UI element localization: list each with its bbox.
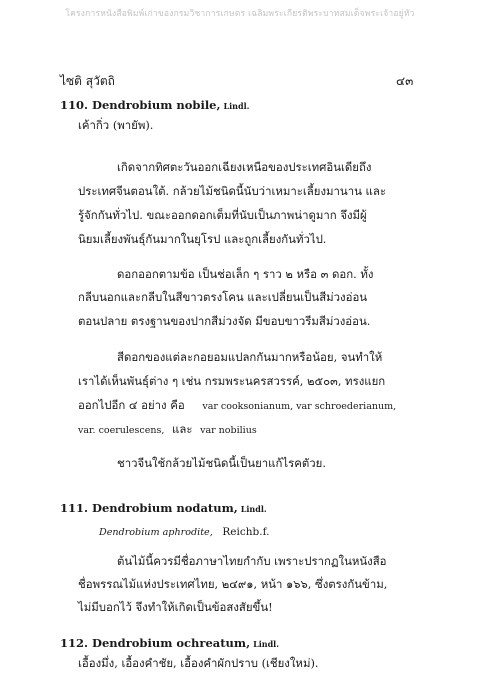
page-number: ๔๓: [396, 74, 414, 88]
entry-111-name: 111. Dendrobium nodatum,: [60, 501, 238, 515]
entry-110-varieties-line: [78, 421, 257, 439]
entry-110-p3-line1: สีดอกของแต่ละกอยอมแปลกกันมากหรือน้อย, จนทำให้: [117, 350, 383, 364]
entry-110-varieties-a: var cooksonianum, var schroederianum,: [202, 401, 397, 412]
entry-110-p2-line3: ตอนปลาย ตรงฐานของปากสีม่วงจัด มีขอบขาวรีมสีม่วงอ่อน.: [78, 314, 371, 328]
entry-110-title: [60, 98, 249, 112]
entry-111-p1-line1: ต้นไม้นี้ควรมีชื่อภาษาไทยกำกับ เพราะปรากฏในหนังสือ: [117, 554, 387, 568]
entry-110-author: Lindl.: [223, 101, 250, 111]
entry-110-p3-line2: เราได้เห็นพันธุ์ต่าง ๆ เช่น กรมพระนครสวรรค์, ๒๕๐๓, ทรงแยก: [78, 374, 386, 388]
entry-110-p3-line3: [78, 397, 396, 415]
entry-111-p1-line2: ชื่อพรรณไม้แห่งประเทศไทย, ๒๔๙๑, หน้า ๑๖๖, ซึ่งตรงกันข้าม,: [78, 577, 388, 591]
entry-110-p1-line2: ประเทศจีนตอนใต้. กล้วยไม้ชนิดนี้นับว่าเหมาะเลี้ยงมานาน และ: [78, 184, 386, 198]
watermark: โครงการหนังสือพิมพ์เก่าของกรมวิชาการเกษตร เฉลิมพระเกียรติพระบาทสมเด็จพระเจ้าอยู่หัว: [65, 9, 415, 19]
entry-110-p1-line3: รู้จักกันทั่วไป. ขณะออกดอกเต็มที่นับเป็นภาพน่าดูมาก จึงมีผู้: [78, 208, 367, 222]
entry-111-p1-line3: ไม่มีบอกไว้ จึงทำให้เกิดเป็นข้อสงสัยขึ้น!: [78, 600, 273, 614]
entry-110-p2-line2: กลีบนอกและกลีบในสีขาวตรงโคน และเปลี่ยนเป็นสีม่วงอ่อน: [78, 290, 368, 304]
entry-112-title: [60, 636, 279, 650]
entry-110-p4-line1: ชาวจีนใช้กล้วยไม้ชนิดนี้เป็นยาแก้ไรคตัวย.: [117, 456, 326, 470]
entry-110-varieties-b: var. coerulescens,: [78, 425, 165, 436]
entry-112-author: Lindl.: [253, 639, 279, 649]
entry-112-common-name: เอื้องมึ่ง, เอื้องคำชัย, เอื้องคำผักปราบ (เชียงใหม่).: [78, 656, 319, 670]
entry-112-name: 112. Dendrobium ochreatum,: [60, 636, 251, 650]
entry-110-common-name: เค้ากิ่ว (พายัพ).: [78, 118, 154, 132]
entry-111-synonym-line: [99, 524, 269, 538]
entry-110-varieties-and: และ: [172, 422, 193, 436]
entry-111-synonym-author: Reichb.f.: [222, 526, 270, 538]
entry-110-p1-line1: เกิดจากทิศตะวันออกเฉียงเหนือของประเทศอินเดียถึง: [117, 160, 372, 174]
entry-111-author: Lindl.: [240, 504, 267, 514]
entry-110-p3-line3-text: ออกไปอีก ๔ อย่าง คือ: [78, 398, 185, 412]
entry-111-title: [60, 501, 267, 515]
entry-111-synonym: Dendrobium aphrodite,: [99, 527, 213, 538]
entry-110-varieties-c: var nobilius: [200, 425, 257, 436]
entry-110-p1-line4: นิยมเลี้ยงพันธุ์กันมากในยุโรป และถูกเลี้ยงกันทั่วไป.: [78, 232, 327, 246]
entry-110-p2-line1: ดอกออกตามข้อ เป็นช่อเล็ก ๆ ราว ๒ หรือ ๓ ดอก. ทั้ง: [117, 267, 374, 281]
entry-110-name: 110. Dendrobium nobile,: [60, 98, 221, 112]
running-head: ไซติ สุวัตถิ: [60, 74, 115, 88]
